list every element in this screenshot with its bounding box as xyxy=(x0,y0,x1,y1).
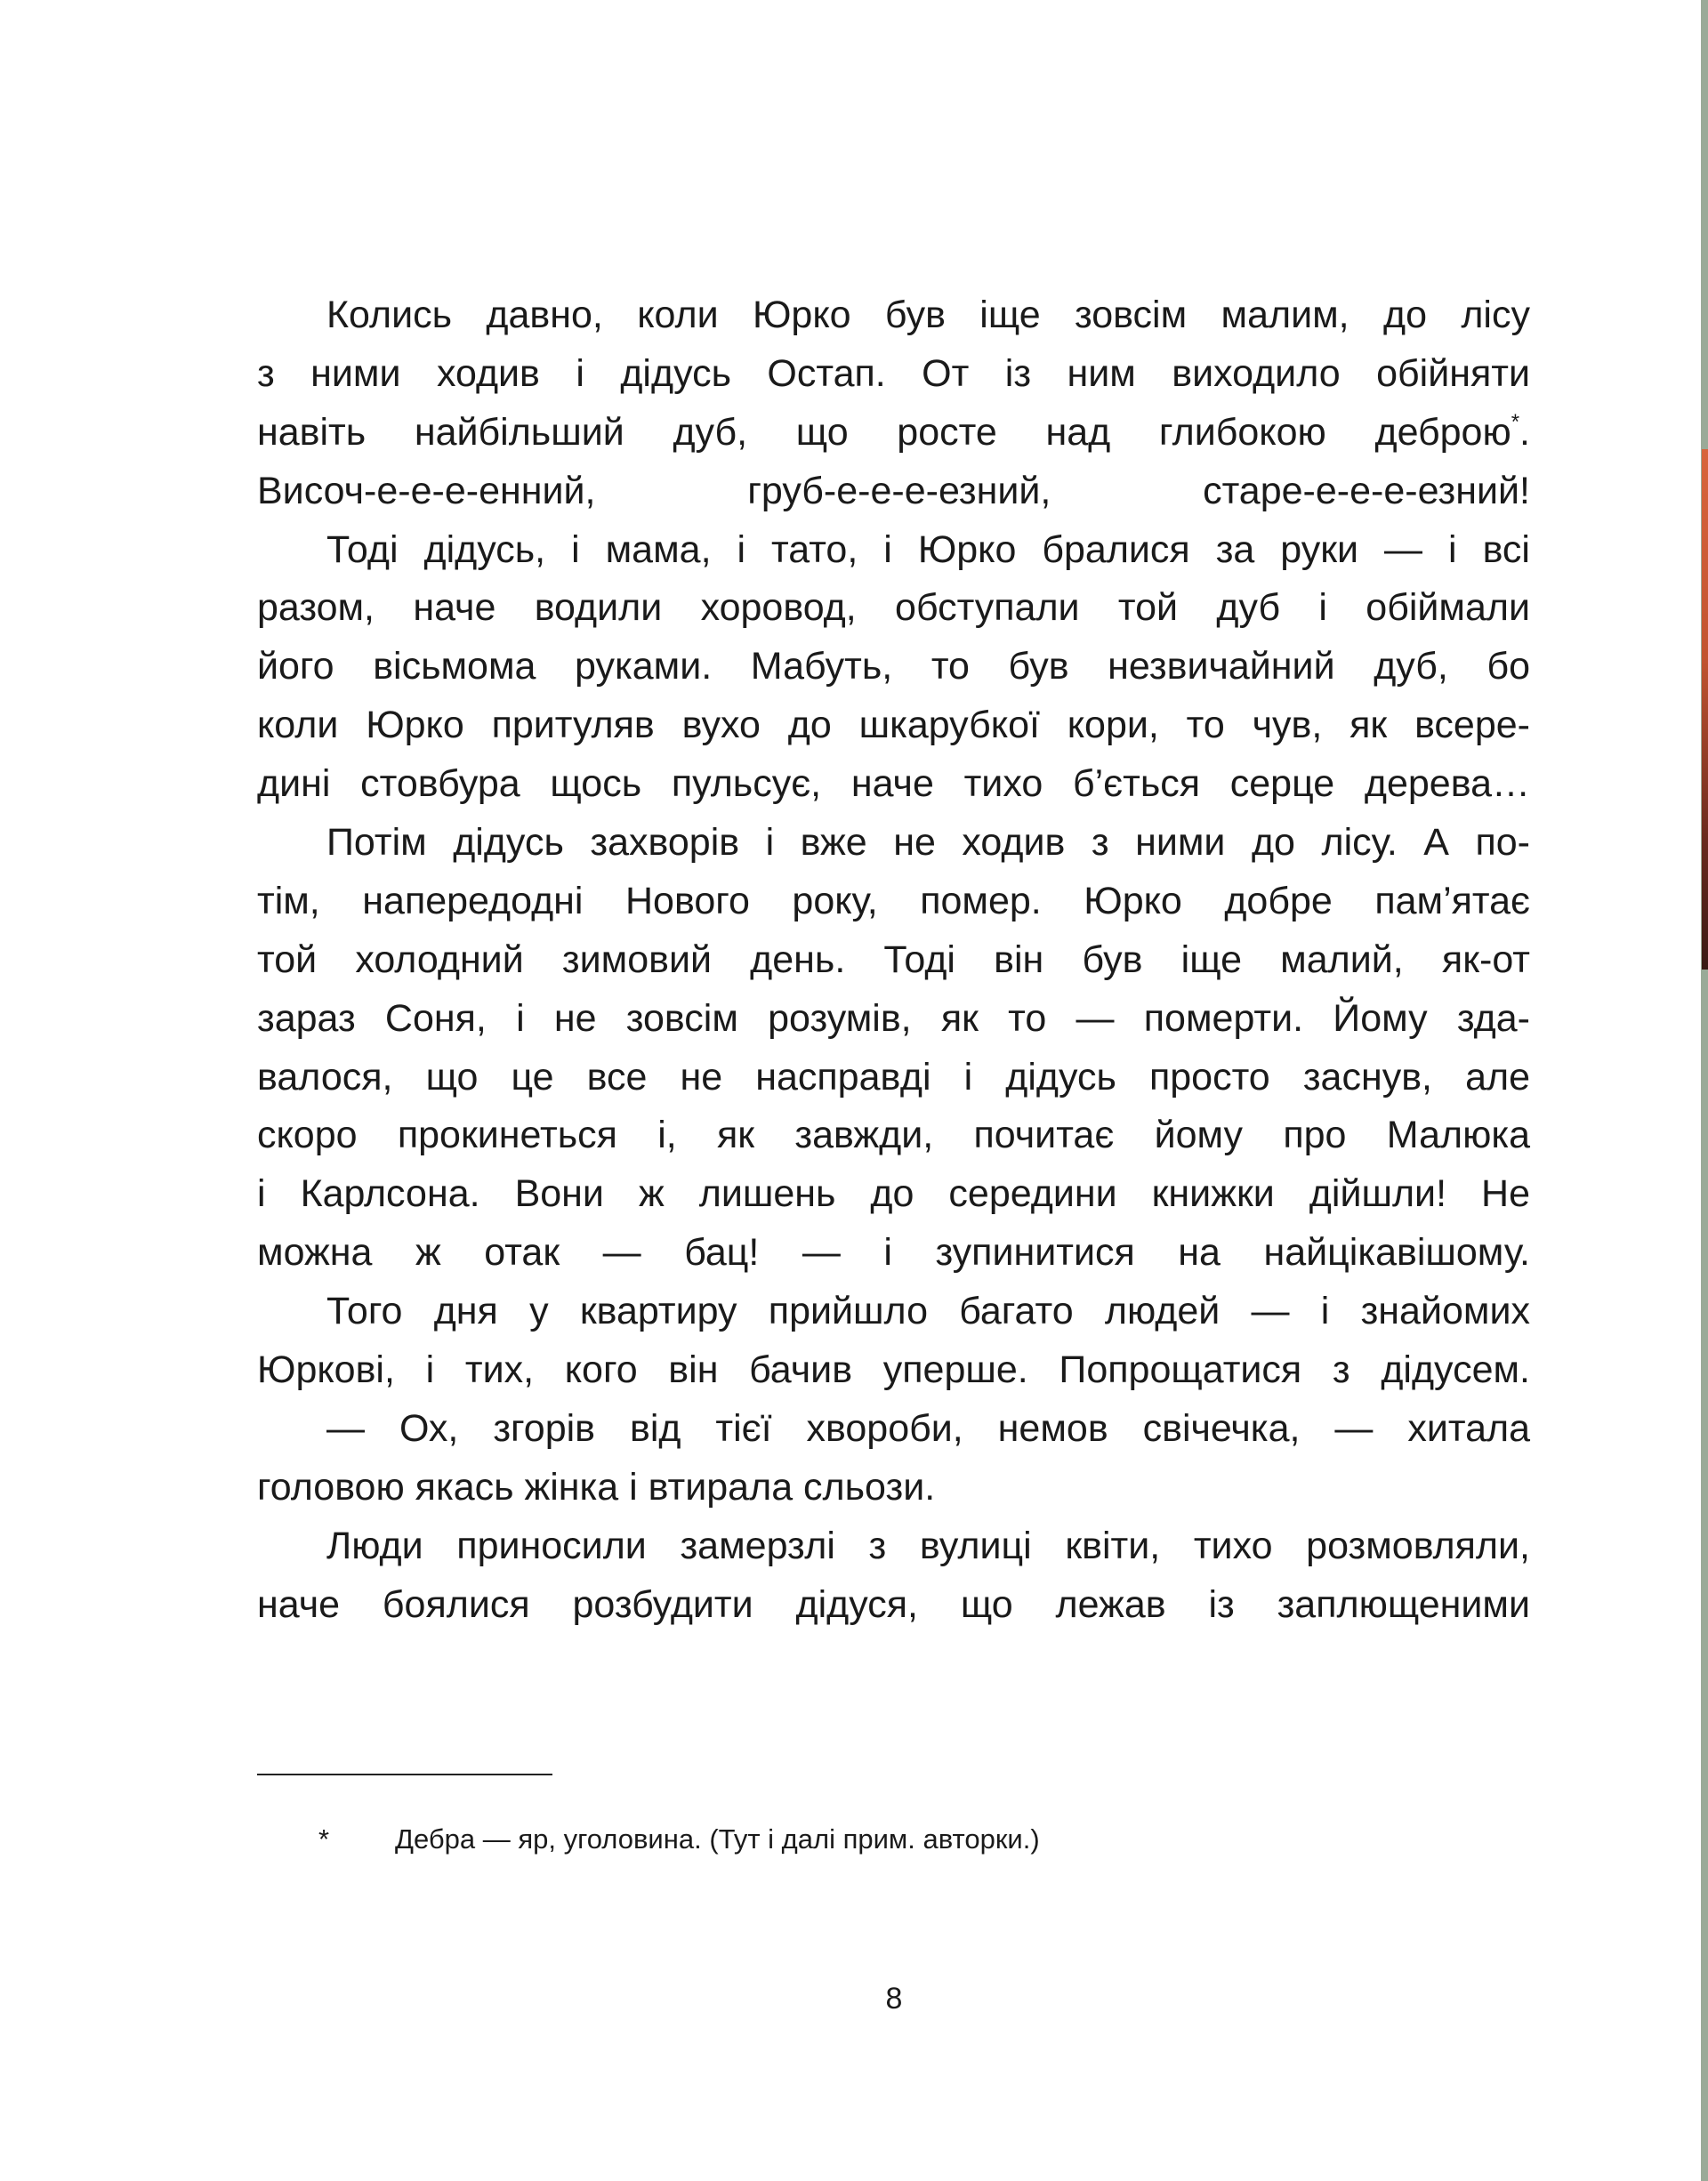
punctuation: . xyxy=(1519,410,1530,454)
page-edge-strip xyxy=(1701,0,1708,2181)
text-line xyxy=(257,990,1530,1049)
text-line xyxy=(257,696,1530,755)
text-line xyxy=(257,521,1530,580)
text-line-content: тім, напередодні Нового року, помер. Юрко добре пам’ятає xyxy=(257,879,1530,922)
page-number: 8 xyxy=(885,1982,903,2016)
text-line-content: той холодний зимовий день. Тоді він був іще малий, як-от xyxy=(257,938,1530,981)
footnote-text: Дебра — яр, уголовина. (Тут і далі прим. авторки.) xyxy=(395,1823,1040,1855)
text-line xyxy=(257,931,1530,990)
text-line xyxy=(257,463,1530,521)
footnote-reference: * xyxy=(1511,409,1520,434)
text-line-content: валося, що це все не насправді і дідусь просто заснув, але xyxy=(257,1055,1530,1099)
text-line xyxy=(257,579,1530,638)
text-line xyxy=(257,1341,1530,1400)
text-line-content: Тоді дідусь, і мама, і тато, і Юрко бралися за руки — і всі xyxy=(326,527,1530,571)
text-line-content: головою якась жінка і втирала сльози. xyxy=(257,1465,936,1509)
footnote-divider xyxy=(257,1774,552,1775)
text-line-content: можна ж отак — бац! — і зупинитися на найцікавішому. xyxy=(257,1231,1530,1275)
text-line xyxy=(257,404,1530,463)
text-line xyxy=(257,873,1530,931)
text-line-content: Юркові, і тих, кого він бачив уперше. Попрощатися з дідусем. xyxy=(257,1348,1530,1392)
text-line xyxy=(257,1517,1530,1576)
text-line xyxy=(257,1165,1530,1224)
text-line-content: навіть найбільший дуб, що росте над глибокою деброю xyxy=(257,410,1511,454)
text-line xyxy=(257,638,1530,696)
text-line-content: зараз Соня, і не зовсім розумів, як то — померти. Йому зда- xyxy=(257,996,1530,1040)
text-line xyxy=(257,755,1530,814)
text-line-content: його вісьмома руками. Мабуть, то був незвичайний дуб, бо xyxy=(257,645,1530,688)
next-page-illustration-edge xyxy=(1702,449,1708,970)
text-line xyxy=(257,1107,1530,1165)
text-line xyxy=(257,1459,1530,1517)
text-line-content: Потім дідусь захворів і вже не ходив з ними до лісу. А по- xyxy=(326,821,1530,865)
text-line-content: наче боялися розбудити дідуся, що лежав із заплющеними xyxy=(257,1582,1530,1626)
text-line xyxy=(257,1400,1530,1459)
text-line-content: разом, наче водили хоровод, обступали той дуб і обіймали xyxy=(257,586,1530,630)
text-line-content: дині стовбура щось пульсує, наче тихо б’ється серце дерева… xyxy=(257,762,1530,806)
text-line-content: Колись давно, коли Юрко був іще зовсім малим, до лісу xyxy=(326,294,1530,336)
text-line xyxy=(257,286,1530,345)
text-line xyxy=(257,1224,1530,1283)
text-line xyxy=(257,1049,1530,1107)
text-line-content: Того дня у квартиру прийшло багато людей — і знайомих xyxy=(326,1290,1530,1333)
footnote-mark: * xyxy=(318,1823,330,1855)
text-line-content: і Карлсона. Вони ж лишень до середини книжки дійшли! Не xyxy=(257,1172,1530,1216)
text-line-content: коли Юрко притуляв вухо до шкарубкої кори, то чув, як всере- xyxy=(257,704,1530,747)
text-line xyxy=(257,345,1530,404)
text-line-content: Височ-е-е-е-енний, груб-е-е-е-езний, старе-е-е-е-езний! xyxy=(257,469,1530,512)
text-line-content: Люди приносили замерзлі з вулиці квіти, тихо розмовляли, xyxy=(326,1524,1530,1567)
text-line xyxy=(257,1576,1530,1635)
text-line-content: — Ох, згорів від тієї хвороби, немов свічечка, — хитала xyxy=(326,1406,1530,1450)
text-line xyxy=(257,814,1530,873)
body-text xyxy=(257,286,1530,1634)
text-line-content: з ними ходив і дідусь Остап. От із ним виходило обійняти xyxy=(257,351,1530,395)
text-line xyxy=(257,1283,1530,1341)
text-line-content: скоро прокинеться і, як завжди, почитає йому про Малюка xyxy=(257,1114,1530,1157)
